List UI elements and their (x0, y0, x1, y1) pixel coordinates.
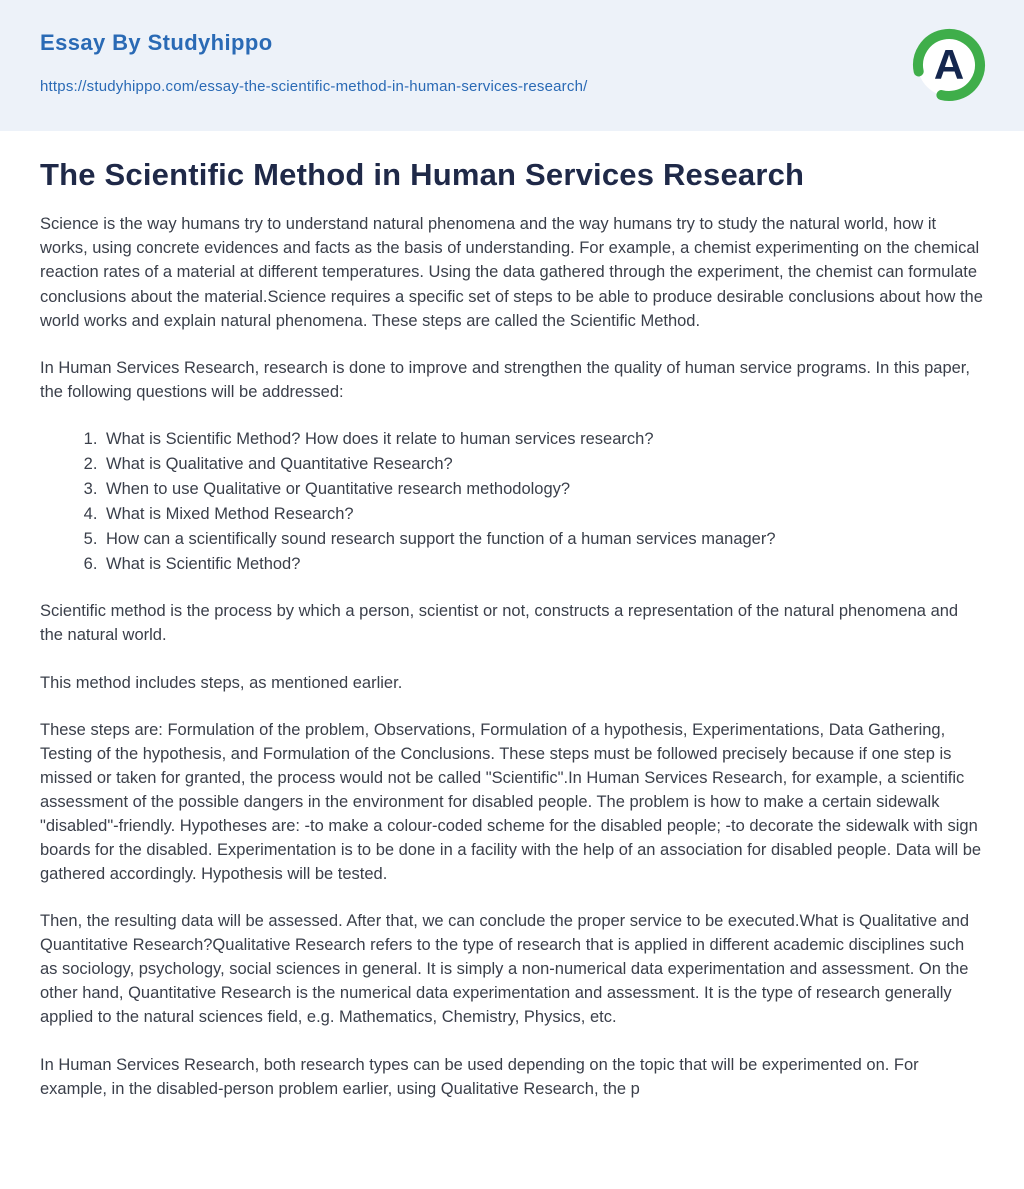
question-item: 6. What is Scientific Method? (102, 552, 984, 576)
article (0, 131, 1024, 1164)
studyhippo-logo[interactable] (910, 16, 986, 106)
studyhippo-logo-icon (910, 16, 986, 106)
site-title: Essay By Studyhippo (40, 30, 273, 55)
article-paragraph: Scientific method is the process by which a person, scientist or not, constructs a representation of the natural phenomena and the natural world. (40, 602, 959, 645)
svg-text:A: A (933, 41, 965, 88)
article-paragraph: Science is the way humans try to understand natural phenomena and the way humans try to study the natural world, how it works, using concrete evidences and facts as the basis of understanding. For example, a chemist experimenting on the chemical reaction rates of a material at different temperatures. Using the data gathered through the experiment, the chemist can formulate conclusions about the material.Science requires a specific set of steps to be able to produce desirable conclusions about how the world works and explain natural phenomena. These steps are called the Scientific Method. (40, 215, 983, 330)
question-item: 2. What is Qualitative and Quantitative Research? (102, 452, 984, 476)
question-item: 5. How can a scientifically sound research support the function of a human services manager? (102, 527, 984, 551)
article-paragraph: Then, the resulting data will be assessed. After that, we can conclude the proper service to be executed.What is Qualitative and Quantitative Research?Qualitative Research refers to the type of research that is applied in different academic disciplines such as sociology, psychology, social sciences in general. It is simply a non-numerical data experimentation and assessment. On the other hand, Quantitative Research is the numerical data experimentation and assessment. It is the type of research generally applied to the natural sciences field, e.g. Mathematics, Chemistry, Physics, etc. (40, 912, 970, 1027)
page-url-link[interactable]: https://studyhippo.com/essay-the-scientific-method-in-human-services-research/ (40, 78, 588, 95)
article-paragraph: This method includes steps, as mentioned earlier. (40, 673, 403, 692)
article-title: The Scientific Method in Human Services Research (40, 157, 805, 192)
question-list (40, 427, 984, 576)
question-item: 3. When to use Qualitative or Quantitative research methodology? (102, 477, 984, 501)
question-item: 1. What is Scientific Method? How does it relate to human services research? (102, 427, 984, 451)
article-paragraph: These steps are: Formulation of the problem, Observations, Formulation of a hypothesis, Experimentations, Data Gathering, Testing of the hypothesis, and Formulation of the Conclusions. These steps must be followed precisely because if one step is missed or taken for granted, the process would not be called "Scientific".In Human Services Research, for example, a scientific assessment of the possible dangers in the environment for disabled people. The problem is how to make a certain sidewalk "disabled"-friendly. Hypotheses are: -to make a colour-coded scheme for the disabled people; -to decorate the sidewalk with sign boards for the disabled. Experimentation is to be done in a facility with the help of an association for disabled people. Data will be gathered accordingly. Hypothesis will be tested. (40, 720, 982, 884)
article-paragraph: In Human Services Research, both research types can be used depending on the topic that will be experimented on. For example, in the disabled-person problem earlier, using Qualitative Research, the p (40, 1055, 919, 1098)
question-item: 4. What is Mixed Method Research? (102, 502, 984, 526)
article-paragraph: In Human Services Research, research is done to improve and strengthen the quality of human service programs. In this paper, the following questions will be addressed: (40, 358, 970, 401)
page-header (0, 0, 1024, 131)
